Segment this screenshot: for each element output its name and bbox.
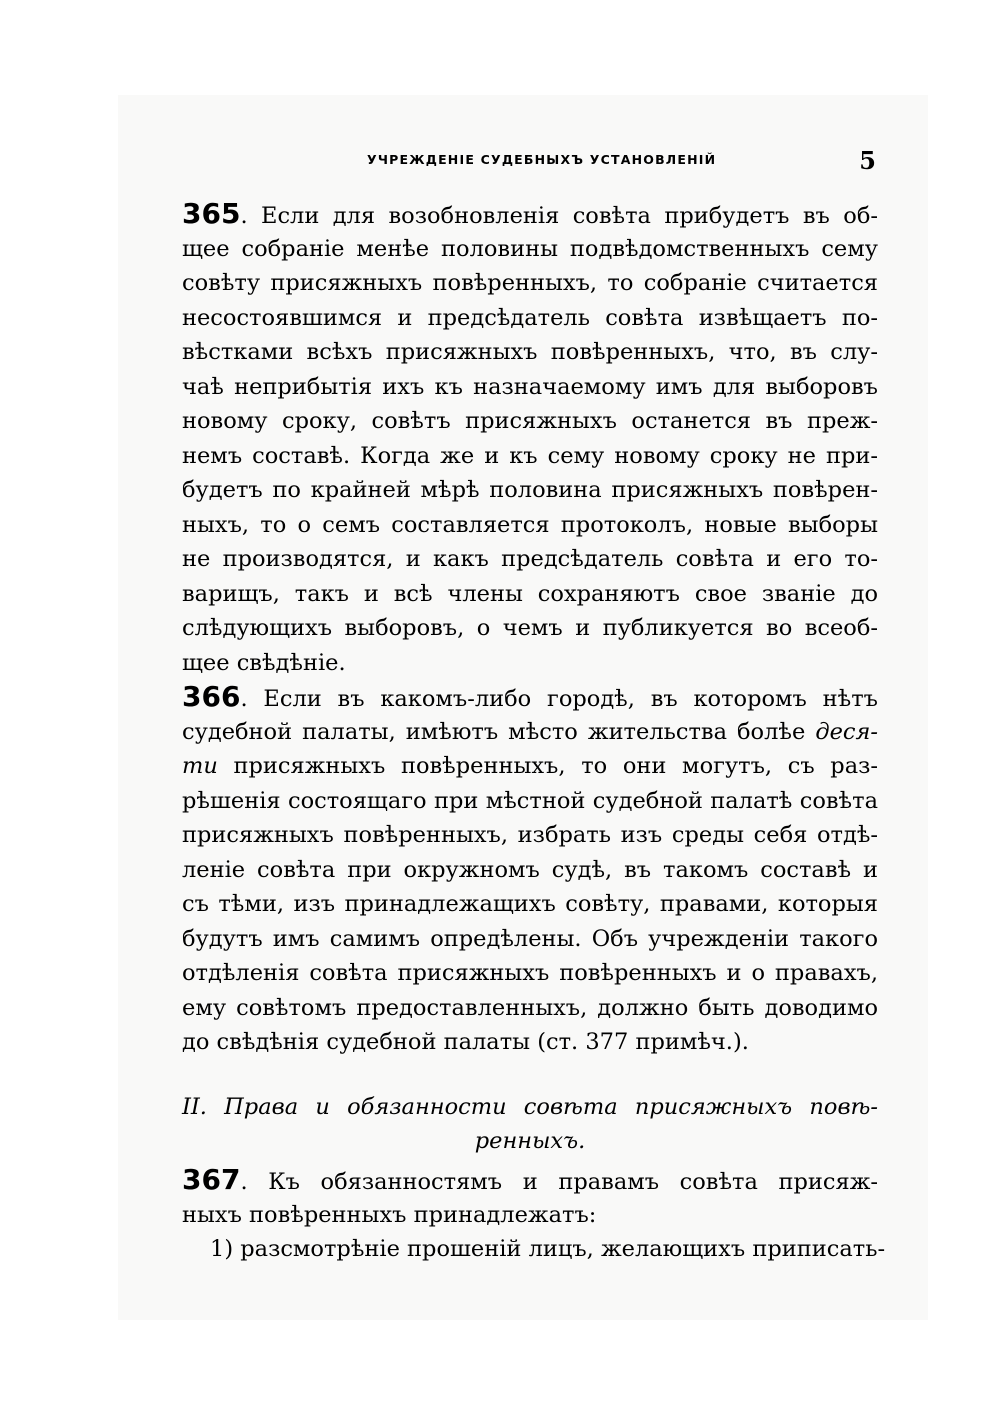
- article-line: ему совѣтомъ предоставленныхъ, должно быть доводимо: [182, 994, 878, 1021]
- article-line: новому сроку, совѣтъ присяжныхъ останется въ преж-: [182, 408, 878, 434]
- article-367: [182, 1163, 886, 1267]
- article-line: съ тѣми, изъ принадлежащихъ совѣту, правами, которыя: [182, 891, 878, 917]
- article-line: до свѣдѣнія судебной палаты (ст. 377 примѣч.).: [182, 1029, 749, 1055]
- article-number: 365: [182, 197, 241, 230]
- article-line: щее свѣдѣніе.: [182, 649, 346, 676]
- article-line: ти присяжныхъ повѣренныхъ, то они могутъ, съ раз-: [182, 753, 878, 779]
- italic-word: ти: [182, 753, 218, 779]
- italic-word: деся-: [815, 718, 878, 745]
- list-item: 1) разсмотрѣніе прошеній лицъ, желающихъ приписать-: [210, 1236, 886, 1262]
- page-number: 5: [859, 146, 876, 175]
- section-heading-line: ренныхъ.: [474, 1128, 586, 1154]
- article-line: рѣшенія состоящаго при мѣстной судебной палатѣ совѣта: [182, 787, 878, 814]
- article-number: 366: [182, 680, 241, 713]
- article-line: немъ составѣ. Когда же и къ сему новому сроку не при-: [182, 442, 878, 469]
- article-line: 365. Если для возобновленія совѣта прибудетъ въ об-: [182, 197, 878, 230]
- running-header: [182, 146, 878, 176]
- article-line: будутъ имъ самимъ опредѣлены. Объ учрежденіи такого: [182, 925, 878, 952]
- article-number: 367: [182, 1163, 241, 1196]
- article-line: ныхъ, то о семъ составляется протоколъ, новые выборы: [182, 511, 878, 538]
- article-line: слѣдующихъ выборовъ, о чемъ и публикуется во всеоб-: [182, 615, 878, 641]
- section-heading: [182, 1090, 878, 1158]
- article-line: совѣту присяжныхъ повѣренныхъ, то собраніе считается: [182, 270, 878, 296]
- article-line: будетъ по крайней мѣрѣ половина присяжныхъ повѣрен-: [182, 477, 878, 503]
- article-line: присяжныхъ повѣренныхъ, избрать изъ среды себя отдѣ-: [182, 822, 878, 848]
- article-line: щее собраніе менѣе половины подвѣдомственныхъ сему: [182, 235, 878, 262]
- article-line: ныхъ повѣренныхъ принадлежатъ:: [182, 1201, 597, 1228]
- article-line: 367. Къ обязанностямъ и правамъ совѣта присяж-: [182, 1163, 878, 1196]
- article-line: леніе совѣта при окружномъ судѣ, въ такомъ составѣ и: [182, 856, 878, 883]
- article-line: вѣстками всѣхъ присяжныхъ повѣренныхъ, что, въ слу-: [182, 339, 878, 365]
- article-line: отдѣленія совѣта присяжныхъ повѣренныхъ и о правахъ,: [182, 960, 878, 986]
- section-heading-line: II. Права и обязанности совѣта присяжныхъ повѣ-: [182, 1094, 878, 1120]
- article-line: варищъ, такъ и всѣ члены сохраняютъ свое званіе до: [182, 580, 878, 607]
- article-line: несостоявшимся и предсѣдатель совѣта извѣщаетъ по-: [182, 304, 878, 331]
- article-line: чаѣ неприбытія ихъ къ назначаемому имъ для выборовъ: [182, 373, 878, 400]
- running-header-title: УЧРЕЖДЕНІЕ СУДЕБНЫХЪ УСТАНОВЛЕНІЙ: [367, 152, 717, 167]
- article-line: судебной палаты, имѣютъ мѣсто жительства болѣе деся-: [182, 718, 878, 745]
- article-line: не производятся, и какъ предсѣдатель совѣта и его то-: [182, 546, 878, 572]
- article-365: [182, 197, 878, 680]
- article-366: [182, 680, 878, 1060]
- article-line: 366. Если въ какомъ-либо городѣ, въ которомъ нѣтъ: [182, 680, 878, 713]
